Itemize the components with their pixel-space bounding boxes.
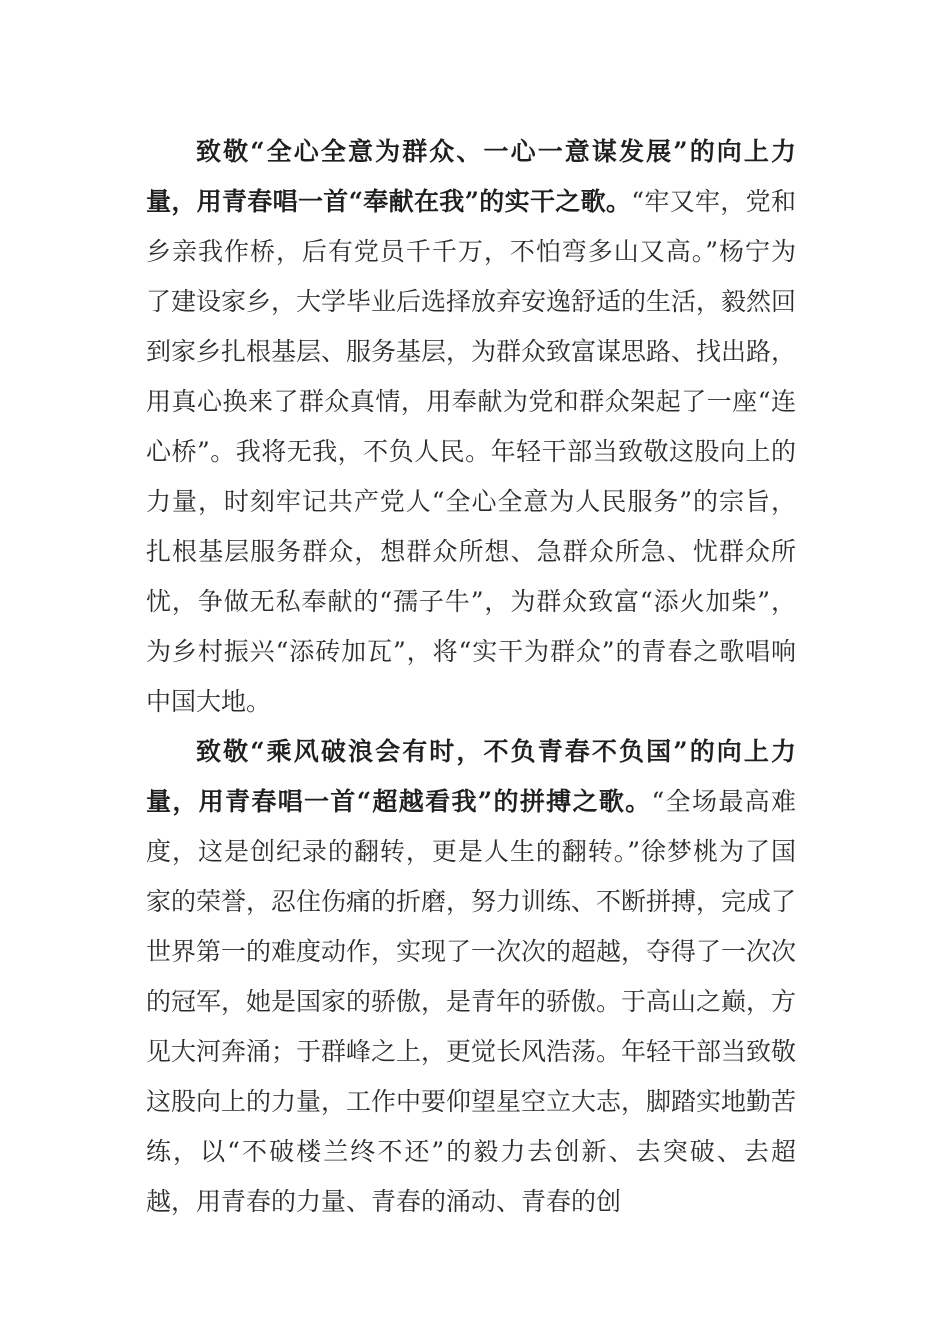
- paragraph-2-body: “全场最高难度，这是创纪录的翻转，更是人生的翻转。”徐梦桃为了国家的荣誉，忍住伤痛的折磨，努力训练、不断拼搏，完成了世界第一的难度动作，实现了一次次的超越，夺得了一次次的冠军，她是国家的骄傲，是青年的骄傲。于高山之巅，方见大河奔涌；于群峰之上，更觉长风浩荡。年轻干部当致敬这股向上的力量，工作中要仰望星空立大志，脚踏实地勤苦练，以“不破楼兰终不还”的毅力去创新、去突破、去超越，用青春的力量、青春的涌动、青春的创: [146, 787, 797, 1216]
- paragraph-1-body: “牢又牢，党和乡亲我作桥，后有党员千千万，不怕弯多山又高。”杨宁为了建设家乡，大学毕业后选择放弃安逸舒适的生活，毅然回到家乡扎根基层、服务基层，为群众致富谋思路、找出路，用真心换来了群众真情，用奉献为党和群众架起了一座“连心桥”。我将无我，不负人民。年轻干部当致敬这股向上的力量，时刻牢记共产党人“全心全意为人民服务”的宗旨，扎根基层服务群众，想群众所想、急群众所急、忧群众所忧，争做无私奉献的“孺子牛”，为群众致富“添火加柴”，为乡村振兴“添砖加瓦”，将“实干为群众”的青春之歌唱响中国大地。: [146, 187, 797, 716]
- document-body: [146, 127, 796, 1227]
- paragraph-2-lead: 致敬“乘风破浪会有时，不负青春不负国”的向上力量，用青春唱一首“超越看我”的拼搏之歌。: [146, 737, 796, 816]
- paragraph-1-lead: 致敬“全心全意为群众、一心一意谋发展”的向上力量，用青春唱一首“奉献在我”的实干之歌。: [146, 137, 796, 216]
- paragraph-2: [146, 727, 796, 1227]
- paragraph-1: [146, 127, 796, 727]
